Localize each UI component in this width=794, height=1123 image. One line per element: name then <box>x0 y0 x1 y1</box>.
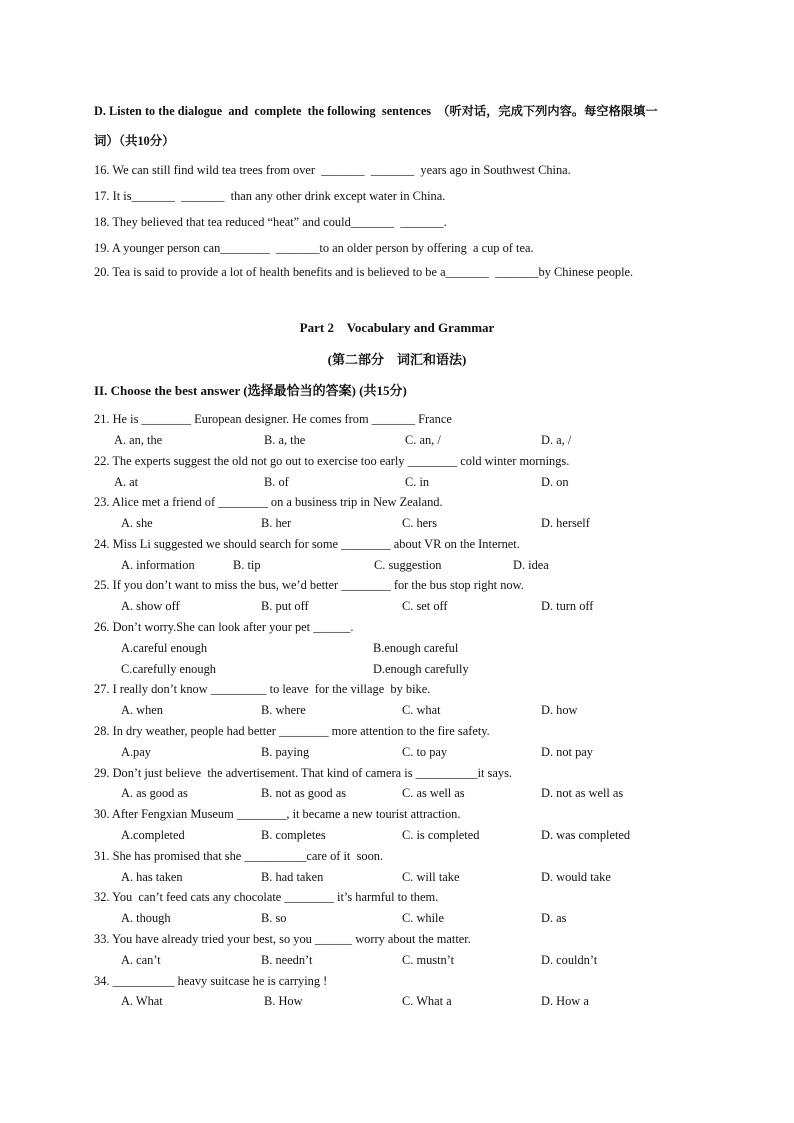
question-32: 32. You can’t feed cats any chocolate ________ it’s harmful to them. <box>94 890 439 904</box>
q31-option-d[interactable]: D. would take <box>541 870 611 884</box>
q32-option-c[interactable]: C. while <box>402 911 444 925</box>
q30-option-d[interactable]: D. was completed <box>541 828 631 842</box>
q30-option-b[interactable]: B. completes <box>261 828 326 842</box>
question-33: 33. You have already tried your best, so you ______ worry about the matter. <box>94 932 471 946</box>
q26-option-b[interactable]: B.enough careful <box>373 641 459 655</box>
question-26: 26. Don’t worry.She can look after your pet ______. <box>94 620 354 634</box>
q32-option-a[interactable]: A. though <box>121 911 171 925</box>
q34-option-b[interactable]: B. How <box>264 994 303 1008</box>
q23-option-a[interactable]: A. she <box>121 516 153 530</box>
q34-option-d[interactable]: D. How a <box>541 994 589 1008</box>
section-ii-heading: II. Choose the best answer (选择最恰当的答案) (共15分) <box>94 383 407 398</box>
q29-option-d[interactable]: D. not as well as <box>541 786 624 800</box>
question-25: 25. If you don’t want to miss the bus, we’d better ________ for the bus stop right now. <box>94 578 524 592</box>
q22-option-a[interactable]: A. at <box>114 475 139 489</box>
q21-option-b[interactable]: B. a, the <box>264 433 306 447</box>
q29-option-c[interactable]: C. as well as <box>402 786 465 800</box>
q25-option-c[interactable]: C. set off <box>402 599 448 613</box>
q22-option-c[interactable]: C. in <box>405 475 430 489</box>
q22-option-b[interactable]: B. of <box>264 475 289 489</box>
q34-option-c[interactable]: C. What a <box>402 994 452 1008</box>
q25-option-a[interactable]: A. show off <box>121 599 180 613</box>
q23-option-c[interactable]: C. hers <box>402 516 438 530</box>
q28-option-b[interactable]: B. paying <box>261 745 310 759</box>
question-28: 28. In dry weather, people had better ________ more attention to the fire safety. <box>94 724 490 738</box>
section-d-heading-cont: 词）（共10分） <box>94 134 175 148</box>
q28-option-a[interactable]: A.pay <box>121 745 151 759</box>
q33-option-b[interactable]: B. needn’t <box>261 953 313 967</box>
part2-subtitle: (第二部分 词汇和语法) <box>327 352 467 367</box>
question-24: 24. Miss Li suggested we should search for some ________ about VR on the Internet. <box>94 537 520 551</box>
q28-option-d[interactable]: D. not pay <box>541 745 593 759</box>
q32-option-d[interactable]: D. as <box>541 911 567 925</box>
q21-option-c[interactable]: C. an, / <box>405 433 441 447</box>
q32-option-b[interactable]: B. so <box>261 911 287 925</box>
q29-option-a[interactable]: A. as good as <box>121 786 188 800</box>
q33-option-d[interactable]: D. couldn’t <box>541 953 598 967</box>
q31-option-c[interactable]: C. will take <box>402 870 460 884</box>
question-21: 21. He is ________ European designer. He comes from _______ France <box>94 412 452 426</box>
listening-item-18: 18. They believed that tea reduced “heat” and could_______ _______. <box>94 215 447 229</box>
q27-option-c[interactable]: C. what <box>402 703 441 717</box>
question-22: 22. The experts suggest the old not go out to exercise too early ________ cold winter mornings. <box>94 454 570 468</box>
q26-option-c[interactable]: C.carefully enough <box>121 662 216 676</box>
q21-option-a[interactable]: A. an, the <box>114 433 163 447</box>
q23-option-b[interactable]: B. her <box>261 516 292 530</box>
q23-option-d[interactable]: D. herself <box>541 516 590 530</box>
listening-item-17: 17. It is_______ _______ than any other drink except water in China. <box>94 189 446 203</box>
question-31: 31. She has promised that she __________care of it soon. <box>94 849 384 863</box>
q25-option-b[interactable]: B. put off <box>261 599 309 613</box>
q34-option-a[interactable]: A. What <box>121 994 163 1008</box>
q31-option-b[interactable]: B. had taken <box>261 870 324 884</box>
q29-option-b[interactable]: B. not as good as <box>261 786 347 800</box>
q21-option-d[interactable]: D. a, / <box>541 433 572 447</box>
section-d-heading: D. Listen to the dialogue and complete the following sentences （听对话，完成下列内容。每空格限填一 <box>94 104 658 118</box>
question-30: 30. After Fengxian Museum ________, it became a new tourist attraction. <box>94 807 461 821</box>
q26-option-d[interactable]: D.enough carefully <box>373 662 469 676</box>
q33-option-c[interactable]: C. mustn’t <box>402 953 455 967</box>
q24-option-b[interactable]: B. tip <box>233 558 261 572</box>
q24-option-a[interactable]: A. information <box>121 558 195 572</box>
listening-item-19: 19. A younger person can________ _______to an older person by offering a cup of tea. <box>94 241 534 255</box>
question-23: 23. Alice met a friend of ________ on a business trip in New Zealand. <box>94 495 443 509</box>
q24-option-d[interactable]: D. idea <box>513 558 549 572</box>
q28-option-c[interactable]: C. to pay <box>402 745 448 759</box>
part2-title: Part 2 Vocabulary and Grammar <box>299 320 495 335</box>
q26-option-a[interactable]: A.careful enough <box>121 641 208 655</box>
q25-option-d[interactable]: D. turn off <box>541 599 594 613</box>
q27-option-b[interactable]: B. where <box>261 703 306 717</box>
q33-option-a[interactable]: A. can’t <box>121 953 161 967</box>
q24-option-c[interactable]: C. suggestion <box>374 558 442 572</box>
q30-option-c[interactable]: C. is completed <box>402 828 480 842</box>
q27-option-d[interactable]: D. how <box>541 703 578 717</box>
listening-item-16: 16. We can still find wild tea trees from over _______ _______ years ago in Southwest China. <box>94 163 571 177</box>
question-29: 29. Don’t just believe the advertisement. That kind of camera is __________it says. <box>94 766 512 780</box>
question-34: 34. __________ heavy suitcase he is carrying ! <box>94 974 328 988</box>
question-27: 27. I really don’t know _________ to leave for the village by bike. <box>94 682 431 696</box>
q31-option-a[interactable]: A. has taken <box>121 870 183 884</box>
q27-option-a[interactable]: A. when <box>121 703 163 717</box>
listening-item-20: 20. Tea is said to provide a lot of health benefits and is believed to be a_______ _______by Chinese people. <box>94 265 634 279</box>
q22-option-d[interactable]: D. on <box>541 475 569 489</box>
q30-option-a[interactable]: A.completed <box>121 828 185 842</box>
